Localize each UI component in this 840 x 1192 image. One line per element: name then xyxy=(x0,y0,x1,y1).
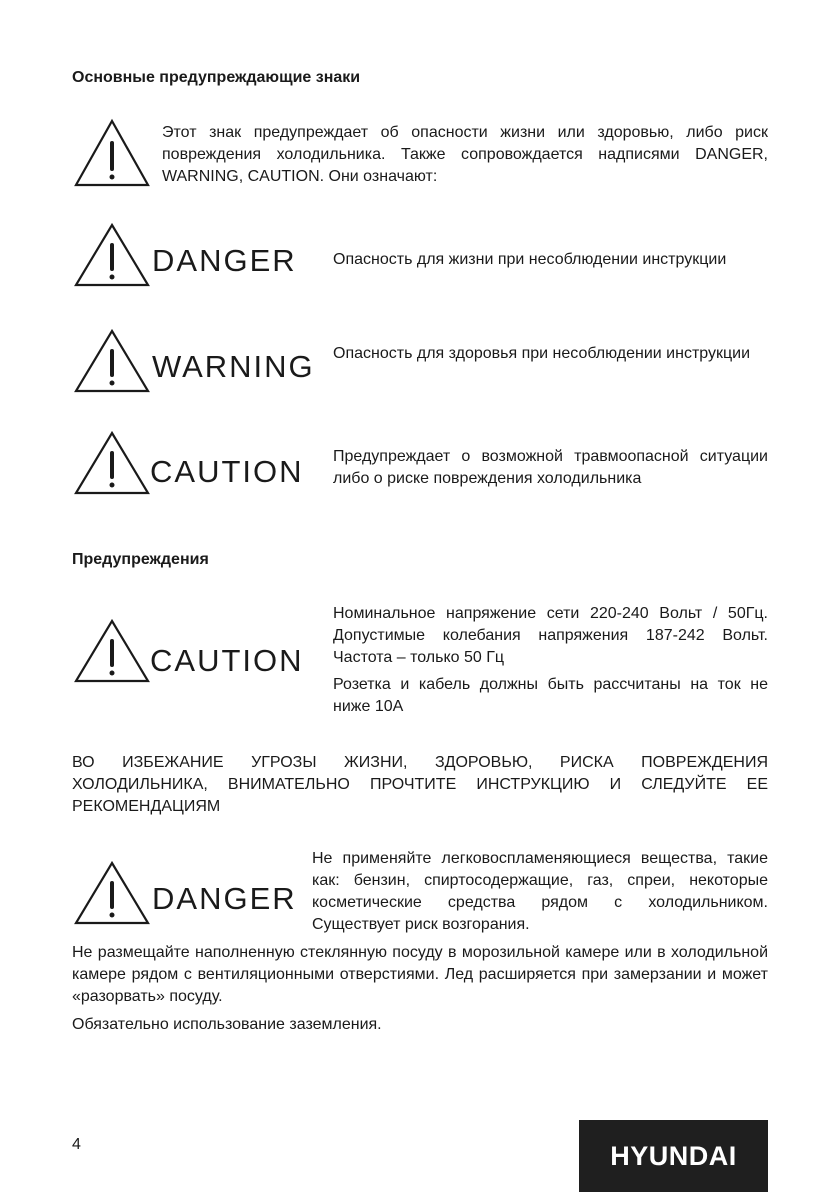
caps-warning: ВО ИЗБЕЖАНИЕ УГРОЗЫ ЖИЗНИ, ЗДОРОВЬЮ, РИСКА ПОВРЕЖДЕНИЯ ХОЛОДИЛЬНИКА, ВНИМАТЕЛЬНО ПРОЧТИТЕ ИНСТРУКЦИЮ И СЛЕДУЙТЕ ЕЕ РЕКОМЕНДАЦИЯМ xyxy=(72,754,768,815)
section-heading-signs: Основные предупреждающие знаки xyxy=(72,69,361,86)
socket-text: Розетка и кабель должны быть рассчитаны на ток не ниже 10А xyxy=(333,676,768,715)
page-number: 4 xyxy=(72,1136,81,1153)
warning-description: Опасность для здоровья при несоблюдении инструкции xyxy=(333,345,751,362)
flammable-text: Не применяйте легковоспламеняющиеся вещества, такие как: бензин, спиртосодержащие, газ, спреи, некоторые косметические средства рядом с холодильником. Существует риск возгорания. xyxy=(312,850,768,933)
caution-description: Предупреждает о возможной травмоопасной ситуации либо о риске повреждения холодильника xyxy=(333,448,768,487)
glass-text: Не размещайте наполненную стеклянную посуду в морозильной камере или в холодильной камере рядом с вентиляционными отверстиями. Лед расширяется при замерзании и может «разорвать» посуду. xyxy=(72,944,768,1005)
section-heading-warnings: Предупреждения xyxy=(72,551,209,568)
danger-label-2: DANGER xyxy=(152,881,297,916)
ground-text: Обязательно использование заземления. xyxy=(72,1016,382,1033)
warning-triangle-icon xyxy=(73,118,151,188)
danger-label: DANGER xyxy=(152,243,297,278)
warning-triangle-icon xyxy=(73,618,151,684)
warning-triangle-icon xyxy=(73,860,151,926)
warning-triangle-icon xyxy=(73,222,151,288)
warning-label: WARNING xyxy=(152,349,315,384)
brand-logo: HYUNDAI xyxy=(579,1120,768,1192)
warning-triangle-icon xyxy=(73,430,151,496)
intro-text: Этот знак предупреждает об опасности жизни или здоровью, либо риск повреждения холодильника. Также сопровождается надписями DANGER, WARNING, CAUTION. Они означают: xyxy=(162,124,768,185)
warning-triangle-icon xyxy=(73,328,151,394)
danger-description: Опасность для жизни при несоблюдении инструкции xyxy=(333,251,727,268)
caution-label: CAUTION xyxy=(150,454,304,489)
voltage-text: Номинальное напряжение сети 220-240 Вольт / 50Гц. Допустимые колебания напряжения 187-242 Вольт. Частота – только 50 Гц xyxy=(333,605,768,666)
caution-label-2: CAUTION xyxy=(150,643,304,678)
